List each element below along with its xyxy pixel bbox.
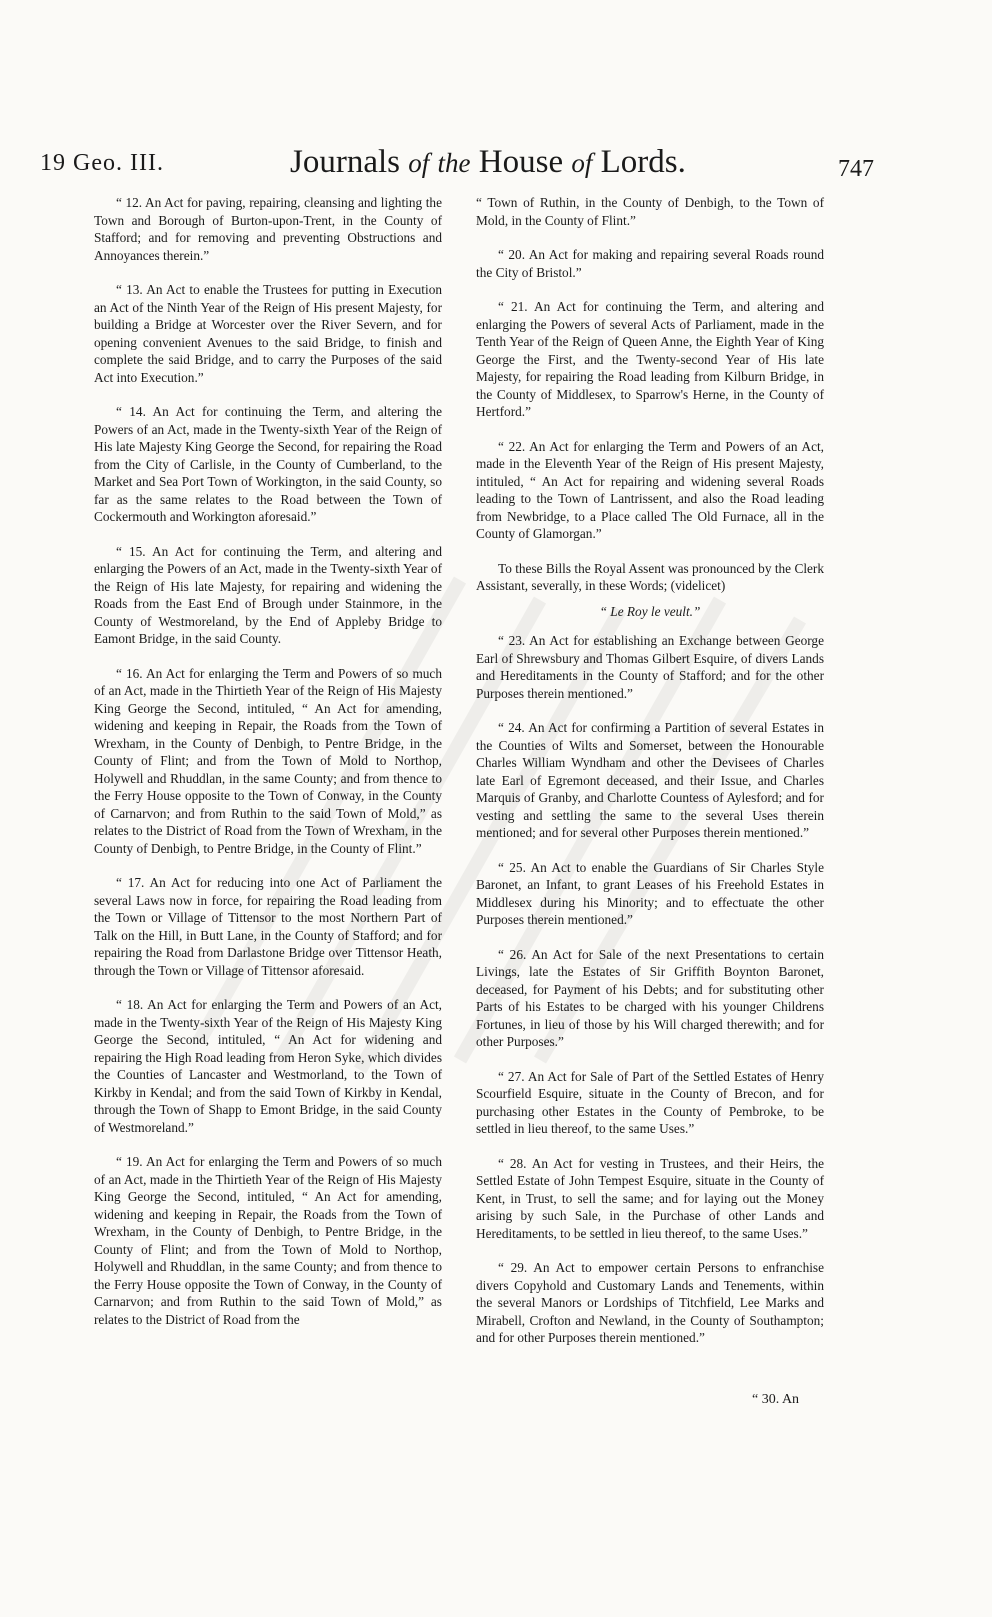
- act-item-22: “ 22. An Act for enlarging the Term and Powers of an Act, made in the Eleventh Year of the Reign of His present Majesty, intituled, “ An Act for repairing and widening several Roads leading to the Town of Lantrissent, and also the Road leading from Newbridge, to a Place called The Old Furnace, all in the County of Glamorgan.”: [476, 438, 824, 541]
- journal-title: Journals of the House of Lords.: [290, 144, 686, 180]
- left-column: [94, 194, 442, 1345]
- royal-assent-formula: “ Le Roy le veult.”: [599, 603, 701, 619]
- act-item-27: “ 27. An Act for Sale of Part of the Settled Estates of Henry Scourfield Esquire, situate in the County of Brecon, and for purchasing other Estates in the County of Pembroke, to be settled in lieu thereof, to the same Uses.”: [476, 1068, 824, 1136]
- royal-assent-statement: To these Bills the Royal Assent was pronounced by the Clerk Assistant, severally, in these Words; (videlicet): [476, 560, 824, 593]
- right-column: [476, 194, 824, 1364]
- catchword: “ 30. An: [752, 1392, 800, 1407]
- act-item-16: “ 16. An Act for enlarging the Term and Powers of so much of an Act, made in the Thirtieth Year of the Reign of His Majesty King George the Second, intituled, “ An Act for amending, widening and keeping in Repair, the Roads from the Town of Wrexham, in the County of Denbigh, to Pentre Bridge, in the County of Flint; and from the Town of Mold to Northop, Holywell and Rhuddlan, in the same County; and from thence to the Ferry House opposite to the Town of Conway, in the County of Carnarvon; and from Ruthin to the said Town of Mold,” as relates to the District of Road from the Town of Wrexham, in the County of Denbigh, to Pentre Bridge, in the County of Flint.”: [94, 665, 442, 856]
- act-item-21: “ 21. An Act for continuing the Term, and altering and enlarging the Powers of several Acts of Parliament, made in the Tenth Year of the Reign of Queen Anne, the Eighth Year of King George the First, and the Twenty-second Year of His late Majesty, for repairing the Road leading from Kilburn Bridge, in the County of Middlesex, to Sparrow's Herne, in the County of Hertford.”: [476, 299, 824, 419]
- act-item-23: “ 23. An Act for establishing an Exchange between George Earl of Shrewsbury and Thomas Gilbert Esquire, of divers Lands and Hereditaments in the County of Stafford; and for the other Purposes therein mentioned.”: [476, 633, 824, 701]
- act-item-24: “ 24. An Act for confirming a Partition of several Estates in the Counties of Wilts and Somerset, between the Honourable Charles William Wyndham and other the Devisees of Charles late Earl of Egremont deceased, and their Issue, and Charles Marquis of Granby, and Charlotte Countess of Aylesford; and for vesting and settling the same to the several Uses therein mentioned; and for several other Purposes therein mentioned.”: [476, 720, 824, 840]
- page-number: 747: [838, 156, 874, 182]
- regnal-year: 19 Geo. III.: [40, 150, 164, 176]
- act-item-12: “ 12. An Act for paving, repairing, cleansing and lighting the Town and Borough of Burton-upon-Trent, in the County of Stafford; and for removing and preventing Obstructions and Annoyances therein.”: [94, 195, 442, 263]
- act-item-26: “ 26. An Act for Sale of the next Presentations to certain Livings, late the Estates of Sir Griffith Boynton Baronet, deceased, for Payment of his Debts; and for substituting other Parts of his Estates to be charged with his younger Childrens Fortunes, in lieu of those by his Will charged therewith; and for other Purposes.”: [476, 946, 824, 1049]
- act-item-29: “ 29. An Act to empower certain Persons to enfranchise divers Copyhold and Customary Lands and Tenements, within the several Manors or Lordships of Titchfield, Lee Marks and Mirabell, Crofton and Newland, in the County of Southampton; and for other Purposes therein mentioned.”: [476, 1260, 824, 1345]
- act-item-28: “ 28. An Act for vesting in Trustees, and their Heirs, the Settled Estate of John Tempest Esquire, situate in the County of Kent, in Trust, to sell the same; and for laying out the Money arising by such Sale, in the Purchase of other Lands and Hereditaments, to be settled in lieu thereof, to the same Uses.”: [476, 1155, 824, 1241]
- act-item-25: “ 25. An Act to enable the Guardians of Sir Charles Style Baronet, an Infant, to grant Leases of his Freehold Estates in Middlesex during his Minority; and to effectuate the other Purposes therein mentioned.”: [476, 859, 824, 927]
- act-item-14: “ 14. An Act for continuing the Term, and altering the Powers of an Act, made in the Twenty-sixth Year of the Reign of His late Majesty King George the Second, for repairing the Road from the City of Carlisle, in the County of Cumberland, to the Market and Sea Port Town of Workington, in the said County, so far as the same relates to the Road between the Town of Cockermouth and Workington aforesaid.”: [94, 404, 442, 524]
- act-item-19: “ 19. An Act for enlarging the Term and Powers of so much of an Act, made in the Thirtieth Year of the Reign of His Majesty King George the Second, intituled, “ An Act for amending, widening and keeping in Repair, the Roads from the Town of Wrexham, in the County of Denbigh, to Pentre Bridge, in the County of Flint; and from the Town of Mold to Northop, Holywell and Rhuddlan, in the same County; and from thence to the Ferry House opposite the Town of Conway, in the County of Carnarvon; and from Ruthin to the said Town of Mold,” as relates to the District of Road from the: [94, 1154, 442, 1327]
- act-item-13: “ 13. An Act to enable the Trustees for putting in Execution an Act of the Ninth Year of the Reign of His present Majesty, for building a Bridge at Worcester over the River Severn, and for opening convenient Avenues to the said Bridge, to finish and complete the said Bridge, and to carry the Purposes of the said Act into Execution.”: [94, 282, 442, 385]
- act-item-15: “ 15. An Act for continuing the Term, and altering and enlarging the Powers of an Act, made in the Twenty-sixth Year of the Reign of His late Majesty, for repairing and widening the Roads from the East End of Brough under Stainmore, in the County of Westmoreland, by the End of Appleby Bridge to Eamont Bridge, in the said County.: [94, 543, 442, 646]
- act-item-18: “ 18. An Act for enlarging the Term and Powers of an Act, made in the Twenty-sixth Year of the Reign of His Majesty King George the Second, intituled, “ An Act for widening and repairing the High Road leading from Heron Syke, which divides the Counties of Lancaster and Westmorland, to the Town of Kirkby in Kendal; and from the said Town of Kirkby in Kendal, through the Town of Shapp to Emont Bridge, in the said County of Westmoreland.”: [94, 997, 442, 1135]
- page-header: [0, 144, 992, 190]
- act-item-20: “ 20. An Act for making and repairing several Roads round the City of Bristol.”: [476, 247, 824, 280]
- act-item-19-continued: “ Town of Ruthin, in the County of Denbigh, to the Town of Mold, in the County of Flint.”: [476, 195, 824, 228]
- act-item-17: “ 17. An Act for reducing into one Act of Parliament the several Laws now in force, for repairing the Road leading from the Town or Village of Tittensor to the most Northern Part of Talk on the Hill, in Butt Lane, in the County of Stafford; and for repairing the Road from Darlastone Bridge over Tittensor Heath, through the Town or Village of Tittensor aforesaid.: [94, 875, 442, 978]
